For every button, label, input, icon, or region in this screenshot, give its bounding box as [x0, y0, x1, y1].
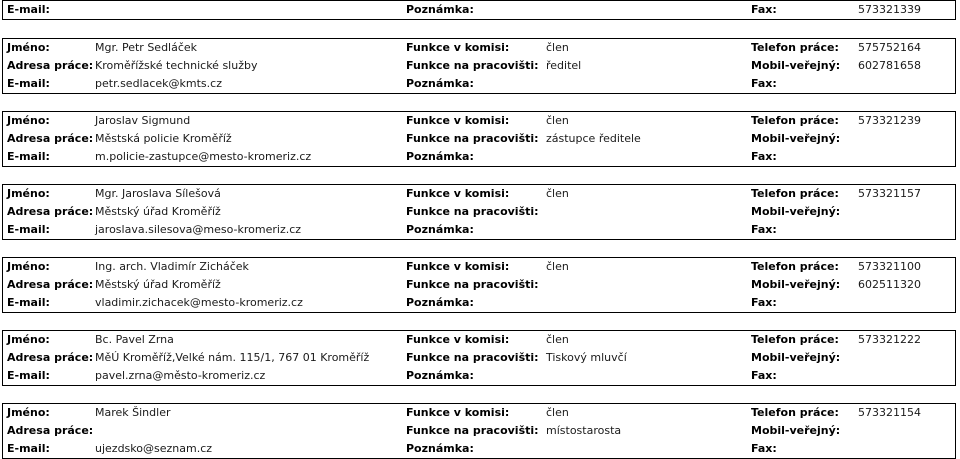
pracoviste-value: místostarosta: [546, 424, 622, 437]
contact-card: [2, 330, 956, 386]
komise-label: Funkce v komisi:: [406, 41, 510, 54]
name-value: Mgr. Petr Sedláček: [95, 41, 198, 54]
adresa-label: Adresa práce:: [7, 278, 94, 291]
row-email: [3, 1, 955, 19]
telefon-label: Telefon práce:: [751, 187, 839, 200]
mobil-label: Mobil-veřejný:: [751, 132, 841, 145]
komise-value: člen: [546, 406, 569, 419]
pracoviste-value: Tiskový mluvčí: [546, 351, 627, 364]
telefon-label: Telefon práce:: [751, 41, 839, 54]
komise-label: Funkce v komisi:: [406, 406, 510, 419]
telefon-value: 573321154: [858, 406, 921, 419]
mobil-label: Mobil-veřejný:: [751, 351, 841, 364]
mobil-value: 602511320: [858, 278, 921, 291]
row-jmeno: [3, 404, 955, 422]
komise-label: Funkce v komisi:: [406, 114, 510, 127]
pracoviste-label: Funkce na pracovišti:: [406, 278, 539, 291]
email-label: E-mail:: [7, 369, 50, 382]
address-value: Městský úřad Kroměříž: [95, 205, 221, 218]
pracoviste-label: Funkce na pracovišti:: [406, 424, 539, 437]
fax-label: Fax:: [751, 3, 777, 16]
pracoviste-value: ředitel: [546, 59, 582, 72]
row-email: [3, 294, 955, 312]
adresa-label: Adresa práce:: [7, 132, 94, 145]
fax-label: Fax:: [751, 77, 777, 90]
komise-value: člen: [546, 260, 569, 273]
email-label: E-mail:: [7, 150, 50, 163]
contact-card: [2, 257, 956, 313]
fax-label: Fax:: [751, 223, 777, 236]
row-jmeno: [3, 112, 955, 130]
telefon-value: 573321157: [858, 187, 921, 200]
row-email: [3, 367, 955, 385]
telefon-value: 573321222: [858, 333, 921, 346]
row-adresa: [3, 276, 955, 294]
pracoviste-value: zástupce ředitele: [546, 132, 641, 145]
poznamka-label: Poznámka:: [406, 442, 474, 455]
row-jmeno: [3, 258, 955, 276]
telefon-value: 573321239: [858, 114, 921, 127]
telefon-value: 575752164: [858, 41, 921, 54]
email-label: E-mail:: [7, 296, 50, 309]
telefon-label: Telefon práce:: [751, 114, 839, 127]
komise-label: Funkce v komisi:: [406, 187, 510, 200]
contact-card: [2, 184, 956, 240]
address-value: Městský úřad Kroměříž: [95, 278, 221, 291]
jmeno-label: Jméno:: [7, 333, 50, 346]
komise-value: člen: [546, 41, 569, 54]
pracoviste-label: Funkce na pracovišti:: [406, 59, 539, 72]
name-value: Marek Šindler: [95, 406, 171, 419]
row-adresa: [3, 203, 955, 221]
email-value: jaroslava.silesova@meso-kromeriz.cz: [95, 223, 302, 236]
poznamka-label: Poznámka:: [406, 77, 474, 90]
address-value: MěÚ Kroměříž,Velké nám. 115/1, 767 01 Kroměříž: [95, 351, 370, 364]
row-adresa: [3, 130, 955, 148]
mobil-label: Mobil-veřejný:: [751, 424, 841, 437]
poznamka-label: Poznámka:: [406, 223, 474, 236]
address-value: Kroměřížské technické služby: [95, 59, 258, 72]
row-jmeno: [3, 185, 955, 203]
row-email: [3, 440, 955, 458]
poznamka-label: Poznámka:: [406, 3, 474, 16]
jmeno-label: Jméno:: [7, 114, 50, 127]
contact-card: [2, 38, 956, 94]
contact-card: [2, 111, 956, 167]
email-value: ujezdsko@seznam.cz: [95, 442, 213, 455]
email-label: E-mail:: [7, 223, 50, 236]
pracoviste-label: Funkce na pracovišti:: [406, 351, 539, 364]
jmeno-label: Jméno:: [7, 406, 50, 419]
mobil-value: 602781658: [858, 59, 921, 72]
komise-value: člen: [546, 187, 569, 200]
poznamka-label: Poznámka:: [406, 369, 474, 382]
jmeno-label: Jméno:: [7, 260, 50, 273]
row-adresa: [3, 349, 955, 367]
adresa-label: Adresa práce:: [7, 59, 94, 72]
komise-value: člen: [546, 114, 569, 127]
row-adresa: [3, 422, 955, 440]
contact-card: [2, 403, 956, 459]
name-value: Ing. arch. Vladimír Zicháček: [95, 260, 249, 273]
telefon-value: 573321100: [858, 260, 921, 273]
email-value: m.policie-zastupce@mesto-kromeriz.cz: [95, 150, 312, 163]
mobil-label: Mobil-veřejný:: [751, 205, 841, 218]
adresa-label: Adresa práce:: [7, 424, 94, 437]
row-jmeno: [3, 331, 955, 349]
poznamka-label: Poznámka:: [406, 150, 474, 163]
mobil-label: Mobil-veřejný:: [751, 59, 841, 72]
adresa-label: Adresa práce:: [7, 351, 94, 364]
row-jmeno: [3, 39, 955, 57]
jmeno-label: Jméno:: [7, 187, 50, 200]
fax-value: 573321339: [858, 3, 921, 16]
komise-label: Funkce v komisi:: [406, 260, 510, 273]
email-label: E-mail:: [7, 77, 50, 90]
email-label: E-mail:: [7, 3, 50, 16]
komise-value: člen: [546, 333, 569, 346]
telefon-label: Telefon práce:: [751, 406, 839, 419]
mobil-label: Mobil-veřejný:: [751, 278, 841, 291]
row-email: [3, 221, 955, 239]
telefon-label: Telefon práce:: [751, 333, 839, 346]
komise-label: Funkce v komisi:: [406, 333, 510, 346]
fax-label: Fax:: [751, 296, 777, 309]
email-label: E-mail:: [7, 442, 50, 455]
telefon-label: Telefon práce:: [751, 260, 839, 273]
address-value: Městská policie Kroměříž: [95, 132, 232, 145]
poznamka-label: Poznámka:: [406, 296, 474, 309]
email-value: petr.sedlacek@kmts.cz: [95, 77, 222, 90]
name-value: Bc. Pavel Zrna: [95, 333, 174, 346]
row-adresa: [3, 57, 955, 75]
row-email: [3, 148, 955, 166]
adresa-label: Adresa práce:: [7, 205, 94, 218]
contact-card-partial: [2, 0, 956, 20]
fax-label: Fax:: [751, 369, 777, 382]
email-value: pavel.zrna@město-kromeriz.cz: [95, 369, 266, 382]
email-value: vladimir.zichacek@mesto-kromeriz.cz: [95, 296, 303, 309]
pracoviste-label: Funkce na pracovišti:: [406, 132, 539, 145]
fax-label: Fax:: [751, 442, 777, 455]
name-value: Jaroslav Sigmund: [95, 114, 191, 127]
row-email: [3, 75, 955, 93]
name-value: Mgr. Jaroslava Sílešová: [95, 187, 221, 200]
pracoviste-label: Funkce na pracovišti:: [406, 205, 539, 218]
jmeno-label: Jméno:: [7, 41, 50, 54]
fax-label: Fax:: [751, 150, 777, 163]
